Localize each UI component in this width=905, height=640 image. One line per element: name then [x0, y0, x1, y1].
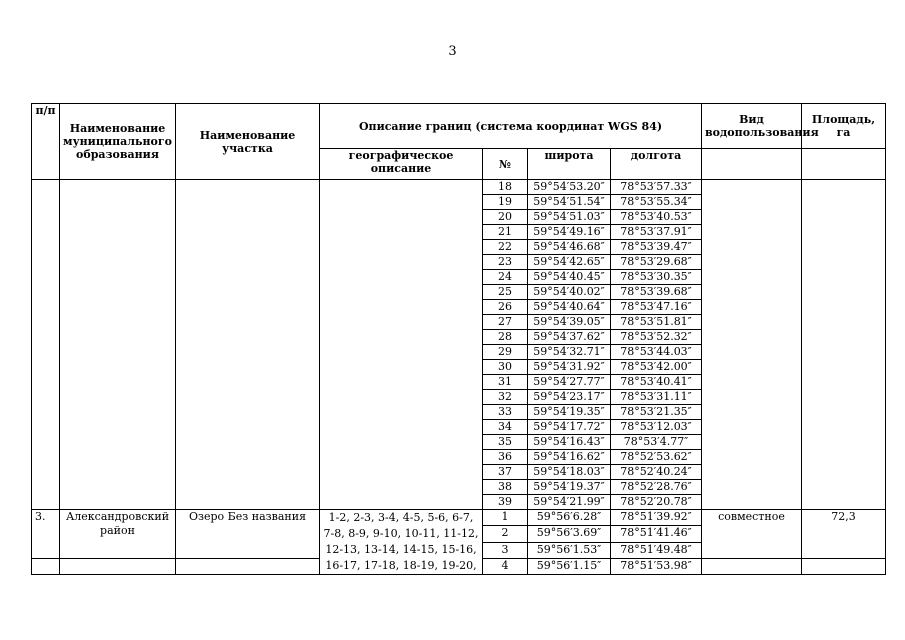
continued-water-use-cell	[702, 180, 802, 510]
latitude-cell: 59°54′27.77″	[528, 375, 611, 390]
table-row	[32, 510, 886, 526]
point-number: 2	[483, 526, 528, 542]
point-number: 31	[483, 375, 528, 390]
entry-site-continuation	[176, 558, 320, 574]
longitude-cell: 78°53′4.77″	[611, 435, 702, 450]
entry-municipality-continuation	[60, 558, 176, 574]
header-water-use-blank	[702, 149, 802, 180]
header-area: Площадь, га	[802, 104, 886, 149]
longitude-cell: 78°53′47.16″	[611, 300, 702, 315]
point-number: 1	[483, 510, 528, 526]
page-number: 3	[448, 44, 457, 59]
latitude-cell: 59°54′19.37″	[528, 480, 611, 495]
latitude-cell: 59°56′3.69″	[528, 526, 611, 542]
latitude-cell: 59°54′17.72″	[528, 420, 611, 435]
point-number: 33	[483, 405, 528, 420]
latitude-cell: 59°54′42.65″	[528, 255, 611, 270]
point-number: 19	[483, 195, 528, 210]
header-area-blank	[802, 149, 886, 180]
point-number: 3	[483, 542, 528, 558]
longitude-cell: 78°51′53.98″	[611, 558, 702, 574]
latitude-cell: 59°54′23.17″	[528, 390, 611, 405]
point-number: 24	[483, 270, 528, 285]
longitude-cell: 78°53′30.35″	[611, 270, 702, 285]
point-number: 27	[483, 315, 528, 330]
point-number: 35	[483, 435, 528, 450]
latitude-cell: 59°56′1.15″	[528, 558, 611, 574]
longitude-cell: 78°53′44.03″	[611, 345, 702, 360]
continued-area-cell	[802, 180, 886, 510]
latitude-cell: 59°54′16.43″	[528, 435, 611, 450]
longitude-cell: 78°53′57.33″	[611, 180, 702, 195]
header-latitude: широта	[528, 149, 611, 180]
latitude-cell: 59°54′51.54″	[528, 195, 611, 210]
point-number: 38	[483, 480, 528, 495]
latitude-cell: 59°54′46.68″	[528, 240, 611, 255]
longitude-cell: 78°52′20.78″	[611, 495, 702, 510]
entry-water-use: совместное	[702, 510, 802, 559]
latitude-cell: 59°54′32.71″	[528, 345, 611, 360]
latitude-cell: 59°54′21.99″	[528, 495, 611, 510]
table-row	[32, 180, 886, 195]
longitude-cell: 78°53′37.91″	[611, 225, 702, 240]
point-number: 4	[483, 558, 528, 574]
longitude-cell: 78°52′28.76″	[611, 480, 702, 495]
entry-site: Озеро Без названия	[176, 510, 320, 559]
header-water-use: Вид водопользования	[702, 104, 802, 149]
longitude-cell: 78°53′29.68″	[611, 255, 702, 270]
point-number: 36	[483, 450, 528, 465]
entry-municipality: Александровский район	[60, 510, 176, 559]
entry-area: 72,3	[802, 510, 886, 559]
point-number: 23	[483, 255, 528, 270]
point-number: 20	[483, 210, 528, 225]
longitude-cell: 78°51′39.92″	[611, 510, 702, 526]
latitude-cell: 59°54′40.02″	[528, 285, 611, 300]
latitude-cell: 59°54′18.03″	[528, 465, 611, 480]
continued-municipality-cell	[60, 180, 176, 510]
longitude-cell: 78°51′41.46″	[611, 526, 702, 542]
longitude-cell: 78°51′49.48″	[611, 542, 702, 558]
latitude-cell: 59°54′40.45″	[528, 270, 611, 285]
latitude-cell: 59°54′39.05″	[528, 315, 611, 330]
latitude-cell: 59°56′6.28″	[528, 510, 611, 526]
point-number: 28	[483, 330, 528, 345]
latitude-cell: 59°56′1.53″	[528, 542, 611, 558]
longitude-cell: 78°53′40.41″	[611, 375, 702, 390]
point-number: 26	[483, 300, 528, 315]
water-bodies-table	[31, 103, 886, 575]
latitude-cell: 59°54′19.35″	[528, 405, 611, 420]
latitude-cell: 59°54′51.03″	[528, 210, 611, 225]
header-longitude: долгота	[611, 149, 702, 180]
latitude-cell: 59°54′37.62″	[528, 330, 611, 345]
point-number: 34	[483, 420, 528, 435]
longitude-cell: 78°53′31.11″	[611, 390, 702, 405]
header-number: №	[483, 149, 528, 180]
longitude-cell: 78°53′21.35″	[611, 405, 702, 420]
point-number: 32	[483, 390, 528, 405]
point-number: 29	[483, 345, 528, 360]
header-municipality: Наименование муниципального образования	[60, 104, 176, 180]
header-geo-description: географическое описание	[320, 149, 483, 180]
continued-site-cell	[176, 180, 320, 510]
longitude-cell: 78°53′42.00″	[611, 360, 702, 375]
header-npp: п/п	[32, 104, 60, 180]
longitude-cell: 78°53′12.03″	[611, 420, 702, 435]
point-number: 39	[483, 495, 528, 510]
entry-npp-continuation	[32, 558, 60, 574]
latitude-cell: 59°54′31.92″	[528, 360, 611, 375]
point-number: 37	[483, 465, 528, 480]
entry-3-body	[32, 510, 886, 575]
longitude-cell: 78°52′40.24″	[611, 465, 702, 480]
latitude-cell: 59°54′53.20″	[528, 180, 611, 195]
header-site: Наименование участка	[176, 104, 320, 180]
continued-points-body	[32, 180, 886, 510]
longitude-cell: 78°53′52.32″	[611, 330, 702, 345]
latitude-cell: 59°54′16.62″	[528, 450, 611, 465]
continued-npp-cell	[32, 180, 60, 510]
longitude-cell: 78°53′39.47″	[611, 240, 702, 255]
longitude-cell: 78°52′53.62″	[611, 450, 702, 465]
entry-water-use-continuation	[702, 558, 802, 574]
longitude-cell: 78°53′51.81″	[611, 315, 702, 330]
longitude-cell: 78°53′39.68″	[611, 285, 702, 300]
latitude-cell: 59°54′49.16″	[528, 225, 611, 240]
point-number: 30	[483, 360, 528, 375]
latitude-cell: 59°54′40.64″	[528, 300, 611, 315]
point-number: 18	[483, 180, 528, 195]
longitude-cell: 78°53′55.34″	[611, 195, 702, 210]
point-number: 25	[483, 285, 528, 300]
entry-area-continuation	[802, 558, 886, 574]
entry-number: 3.	[32, 510, 60, 559]
header-boundaries: Описание границ (система координат WGS 84)	[320, 104, 702, 149]
point-number: 21	[483, 225, 528, 240]
point-number: 22	[483, 240, 528, 255]
entry-boundary-description: 1-2, 2-3, 3-4, 4-5, 5-6, 6-7, 7-8, 8-9, 9-10, 10-11, 11-12, 12-13, 13-14, 14-15, 15-16, 16-17, 17-18, 18-19, 19-20,	[320, 510, 483, 575]
table-header	[32, 104, 886, 180]
longitude-cell: 78°53′40.53″	[611, 210, 702, 225]
continued-geo-cell	[320, 180, 483, 510]
